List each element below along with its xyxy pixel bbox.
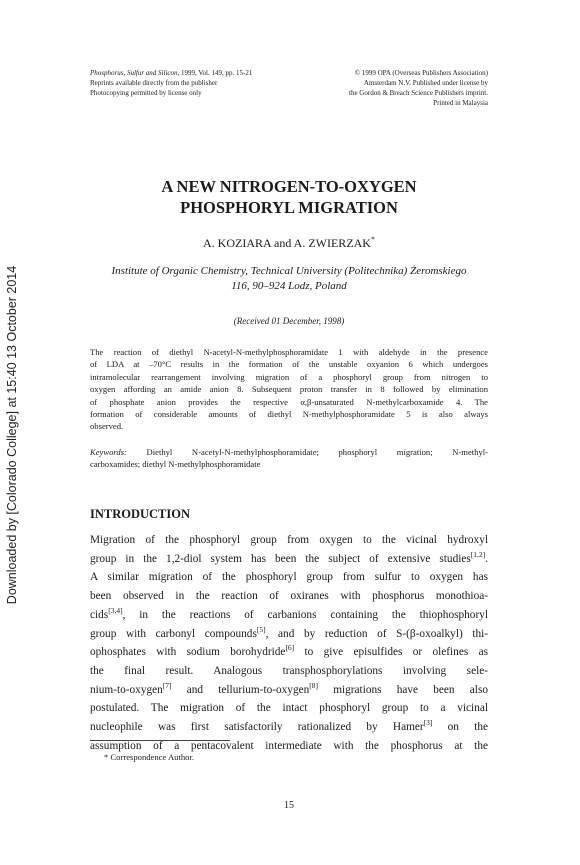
journal-name: Phosphorus, Sulfur and Silicon, xyxy=(90,69,180,77)
imprint-line: the Gordon & Breach Science Publishers imprint. xyxy=(349,89,488,97)
printed-line: Printed in Malaysia xyxy=(433,99,488,107)
affiliation xyxy=(90,264,488,294)
reference-mark: [1,2] xyxy=(470,549,486,559)
keywords-label: Keywords: xyxy=(90,447,127,457)
copyright-line: © 1999 OPA (Overseas Publishers Association) xyxy=(354,69,488,77)
keywords-line xyxy=(90,446,488,458)
abstract-line: of LDA at –70°C results in the formation of the unstable oxyanion 6 which undergoes xyxy=(90,359,488,370)
download-stamp xyxy=(3,265,21,605)
title-line: PHOSPHORYL MIGRATION xyxy=(180,198,398,217)
reference-mark: [5] xyxy=(256,624,266,634)
body-line xyxy=(90,606,488,625)
body-text xyxy=(90,531,488,755)
correspondence-mark: * xyxy=(370,235,375,244)
reference-mark: [3] xyxy=(423,718,433,728)
body-text-span: , in the reactions of carbanions containing the thiophosphoryl xyxy=(122,608,488,621)
body-text-span: , and by reduction of S-(β-oxoalkyl) thi- xyxy=(265,627,489,640)
title-line: A NEW NITROGEN-TO-OXYGEN xyxy=(161,177,417,196)
copyright-info xyxy=(300,68,488,108)
reprints-line: Reprints available directly from the publisher xyxy=(90,79,218,87)
abstract-line: formation of considerable amounts of diethyl N-methylphosphoramidate 5 is also always xyxy=(90,409,488,420)
page-number: 15 xyxy=(284,800,294,811)
body-line: assumption of a pentacovalent intermediate with the phosphorus at the xyxy=(90,739,488,752)
body-text-span: nium-to-oxygen xyxy=(90,683,163,696)
body-text-span: to give episulfides or olefines as xyxy=(294,646,488,659)
photocopy-line: Photocopying permitted by license only xyxy=(90,89,202,97)
abstract xyxy=(90,346,488,433)
body-line xyxy=(90,643,488,662)
body-line xyxy=(90,625,488,644)
abstract-line: The reaction of diethyl N-acetyl-N-methylphosphoramidate 1 with aldehyde in the presence xyxy=(90,347,488,357)
abstract-line: intramolecular rearrangement involving migration of a phosphoryl group from nitrogen to xyxy=(90,371,488,382)
body-line: postulated. The migration of the intact phosphoryl group to a vicinal xyxy=(90,702,488,715)
journal-citation: 1999, Vol. 149, pp. 15-21 xyxy=(179,69,253,77)
download-stamp-text: Downloaded by [Colorado College] at 15:40 13 October 2014 xyxy=(5,265,19,605)
body-text-span: and tellurium-to-oxygen xyxy=(171,683,310,696)
body-text-span: migrations have been also xyxy=(318,683,488,696)
body-line xyxy=(90,718,488,737)
reference-mark: [7] xyxy=(162,680,172,690)
body-text-span: cids xyxy=(90,608,109,621)
author-names: A. KOZIARA and A. ZWIERZAK xyxy=(203,236,371,250)
affiliation-line: 116, 90–924 Lodz, Poland xyxy=(231,280,347,292)
reference-mark: [6] xyxy=(285,643,295,653)
body-line: Migration of the phosphoryl group from oxygen to the vicinal hydroxyl xyxy=(90,534,488,546)
footnote-divider xyxy=(90,740,230,741)
keywords-text: Diethyl N-acetyl-N-methylphosphoramidate; phosphoryl migration; N-methyl- xyxy=(146,447,488,457)
reference-mark: [3,4] xyxy=(108,606,123,616)
body-line: been observed in the reaction of oxiranes with phosphorus monothioa- xyxy=(90,590,488,603)
footnote: * Correspondence Author. xyxy=(104,752,194,762)
reference-mark: [8] xyxy=(309,680,318,690)
affiliation-line: Institute of Organic Chemistry, Technical University (Politechnika) Żeromskiego xyxy=(111,265,467,277)
body-line xyxy=(90,681,488,700)
abstract-line: of phosphate anion provides the respective α,β-unsaturated N-methylcarboxamide 4. The xyxy=(90,396,488,407)
keywords-line: carboxamides; diethyl N-methylphosphoramidate xyxy=(90,459,261,470)
body-line xyxy=(90,550,488,569)
body-text-span: ophosphates with sodium borohydride xyxy=(90,646,286,659)
received-date: (Received 01 December, 1998) xyxy=(233,316,345,326)
body-text-span: on the xyxy=(432,721,488,734)
body-line: the final result. Analogous transphosphorylations involving sele- xyxy=(90,664,488,677)
body-text-span: nucleophile was first satisfactorily rationalized by Hamer xyxy=(90,721,424,734)
citation-line xyxy=(90,68,320,78)
body-text-span: group with carbonyl compounds xyxy=(90,627,257,640)
body-text-span: group in the 1,2-diol system has been the subject of extensive studies xyxy=(90,552,471,565)
keywords xyxy=(90,446,488,471)
author-list xyxy=(90,235,488,251)
abstract-line: observed. xyxy=(90,421,124,432)
paper-title xyxy=(90,176,488,218)
abstract-line: oxygen affording an amide anion 8. Subsequent proton transfer in 8 followed by elimination xyxy=(90,384,488,395)
body-text-span: . xyxy=(485,552,488,565)
body-line: A similar migration of the phosphoryl group from sulfur to oxygen has xyxy=(90,571,488,584)
license-line: Amsterdam N.V. Published under license by xyxy=(363,79,488,87)
section-heading: INTRODUCTION xyxy=(90,507,191,521)
publication-info xyxy=(90,68,320,98)
